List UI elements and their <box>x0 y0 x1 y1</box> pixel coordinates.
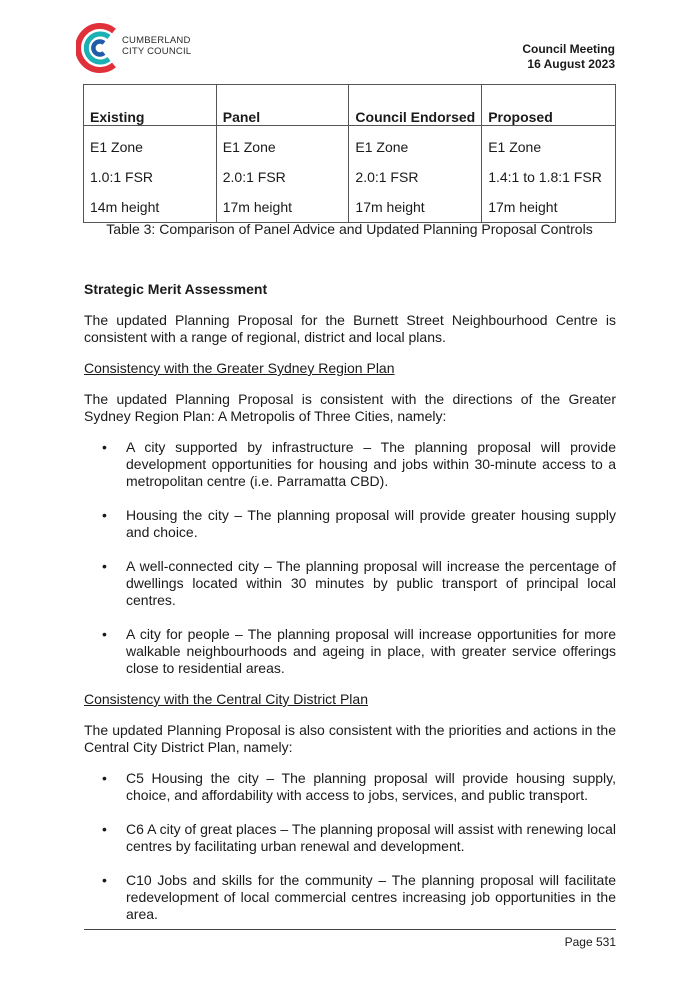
subsection-title-district-plan: Consistency with the Central City District Plan <box>84 691 368 707</box>
region-plan-bullet-list <box>84 439 616 677</box>
table-row <box>84 162 616 192</box>
list-item-text: A city for people – The planning proposal will increase opportunities for more walkable neighbourhoods and ageing in place, with greater service offerings close to residential areas. <box>126 626 616 676</box>
district-plan-intro: The updated Planning Proposal is also consistent with the priorities and actions in the Central City District Plan, namely: <box>84 722 616 755</box>
section-heading: Strategic Merit Assessment <box>84 281 268 297</box>
table-cell: 17m height <box>349 192 482 223</box>
table-cell: 17m height <box>216 192 349 223</box>
table-row <box>84 126 616 163</box>
comparison-table <box>83 84 616 223</box>
table-cell: 1.4:1 to 1.8:1 FSR <box>482 162 616 192</box>
list-item-text: C6 A city of great places – The planning proposal will assist with renewing local centres by facilitating urban renewal and development. <box>126 821 616 854</box>
bullet-icon: • <box>102 872 107 888</box>
list-item <box>84 507 616 541</box>
table-cell: 2.0:1 FSR <box>349 162 482 192</box>
meeting-date: 16 August 2023 <box>527 57 615 71</box>
list-item-text: A well-connected city – The planning proposal will increase the percentage of dwellings located within 30 minutes by public transport of principal local centres. <box>126 558 616 608</box>
table-header-cell: Proposed <box>482 85 616 126</box>
table-cell: E1 Zone <box>216 126 349 163</box>
council-logo-icon <box>76 22 120 74</box>
table-cell: 17m height <box>482 192 616 223</box>
table-header-row <box>84 85 616 126</box>
table-cell: 1.0:1 FSR <box>84 162 217 192</box>
list-item-text: A city supported by infrastructure – The planning proposal will provide development opportunities for housing and jobs within 30-minute access to a metropolitan centre (i.e. Parramatta CBD). <box>126 439 616 489</box>
intro-paragraph: The updated Planning Proposal for the Burnett Street Neighbourhood Centre is consistent with a range of regional, district and local plans. <box>84 312 616 345</box>
meeting-title: Council Meeting <box>522 42 615 56</box>
bullet-icon: • <box>102 439 107 455</box>
list-item-text: Housing the city – The planning proposal will provide greater housing supply and choice. <box>126 507 616 540</box>
table-cell: 2.0:1 FSR <box>216 162 349 192</box>
list-item <box>84 439 616 490</box>
subsection-title-region-plan: Consistency with the Greater Sydney Region Plan <box>84 360 395 376</box>
document-body <box>84 281 616 937</box>
bullet-icon: • <box>102 558 107 574</box>
bullet-icon: • <box>102 626 107 642</box>
table-cell: E1 Zone <box>482 126 616 163</box>
table-row <box>84 192 616 223</box>
logo-line-1: CUMBERLAND <box>122 35 191 46</box>
table-cell: E1 Zone <box>84 126 217 163</box>
list-item-text: C10 Jobs and skills for the community – The planning proposal will facilitate redevelopment of local commercial centres increasing job opportunities in the area. <box>126 872 616 922</box>
table-header-cell: Panel <box>216 85 349 126</box>
council-logo-text <box>122 35 191 57</box>
table-header-cell: Council Endorsed <box>349 85 482 126</box>
list-item <box>84 558 616 609</box>
list-item-text: C5 Housing the city – The planning proposal will provide housing supply, choice, and affordability with access to jobs, services, and public transport. <box>126 770 616 803</box>
page-number: Page 531 <box>564 935 616 949</box>
list-item <box>84 626 616 677</box>
district-plan-bullet-list <box>84 770 616 923</box>
table-cell: E1 Zone <box>349 126 482 163</box>
list-item <box>84 872 616 923</box>
council-logo <box>76 22 226 74</box>
footer-divider <box>84 929 616 930</box>
table-cell: 14m height <box>84 192 217 223</box>
meeting-info <box>522 42 615 72</box>
table-header-cell: Existing <box>84 85 217 126</box>
table-caption: Table 3: Comparison of Panel Advice and Updated Planning Proposal Controls <box>106 221 593 237</box>
list-item <box>84 821 616 855</box>
bullet-icon: • <box>102 770 107 786</box>
list-item <box>84 770 616 804</box>
region-plan-intro: The updated Planning Proposal is consistent with the directions of the Greater Sydney Region Plan: A Metropolis of Three Cities, namely: <box>84 391 616 424</box>
logo-line-2: CITY COUNCIL <box>122 46 192 57</box>
bullet-icon: • <box>102 821 107 837</box>
bullet-icon: • <box>102 507 107 523</box>
